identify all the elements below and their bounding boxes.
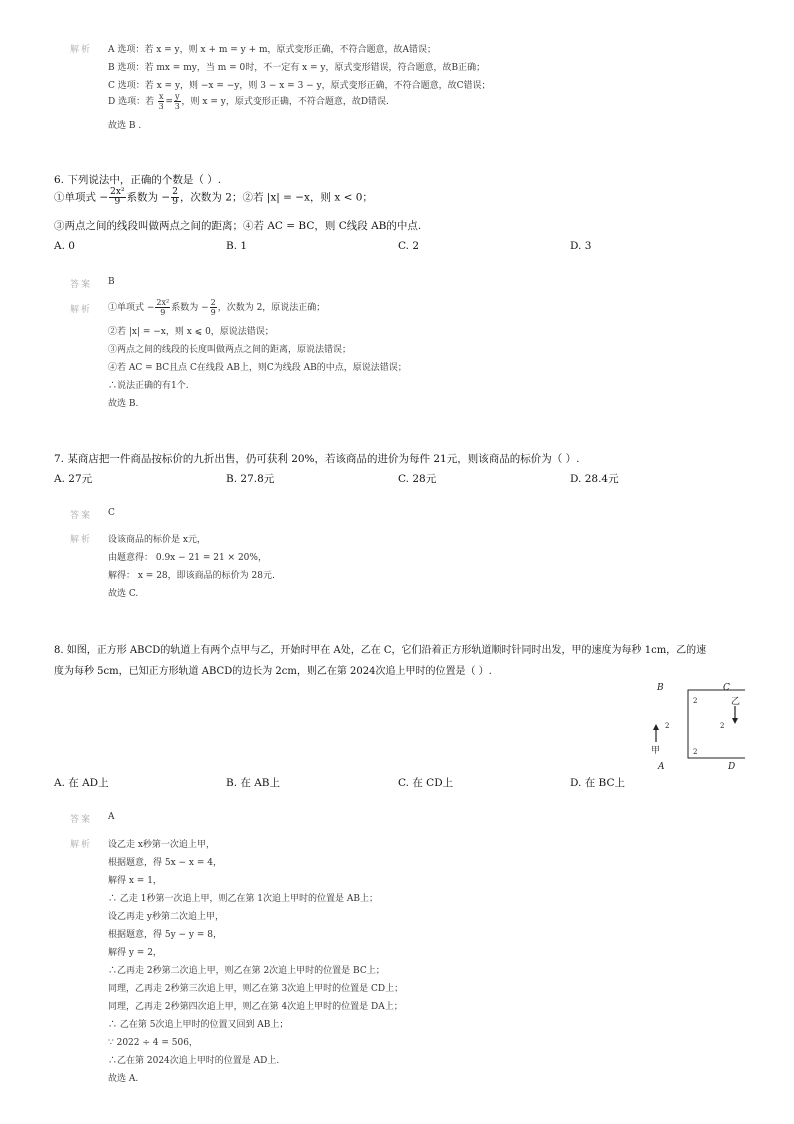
- jia-label: 甲: [651, 746, 661, 756]
- yi-label: 乙: [731, 697, 741, 707]
- q6-sol-line1: ①单项式 − $\frac{\text{2x²}}{9}$ 系数为 − $\frac{2}{9}$ ，次数为 2，原说法正确；: [108, 298, 326, 317]
- q8-sol-line: 同理，乙再走 2秒第四次追上甲，则乙在第 4次追上甲时的位置是 DA上；: [108, 1002, 403, 1012]
- q8-sol-line: 根据题意，得 5x − x = 4，: [108, 858, 222, 868]
- q6-sol-line: ④若 AC = BC且点 C在线段 AB上，则C为线段 AB的中点，原说法错误；: [108, 363, 407, 373]
- q6-stem: 6. 下列说法中，正确的个数是（ ）.: [54, 174, 222, 186]
- vertex-a-label: A: [658, 762, 665, 772]
- q7-sol-line: 设该商品的标价是 x元，: [108, 535, 206, 545]
- side-label-bottom: 2: [693, 748, 698, 756]
- q8-sol-line: 设乙再走 y秒第二次追上甲，: [108, 912, 224, 922]
- q8-option-b: B. 在 AB上: [226, 777, 281, 789]
- q6-sol-line: ∴说法正确的有1个.: [108, 381, 189, 391]
- q5-sol-line: B 选项：若 mx = my，当 m = 0时，不一定有 x = y，原式变形错误，符合题意，故B正确；: [108, 63, 486, 73]
- q8-sol-line: ∵ 2022 ÷ 4 = 506，: [108, 1038, 198, 1048]
- q8-sol-line: 解得 y = 2，: [108, 948, 162, 958]
- analysis-label: 解析: [70, 535, 93, 545]
- analysis-label: 解析: [70, 45, 93, 55]
- q6-option-c: C. 2: [398, 240, 420, 252]
- q6-line1: ①单项式 − $\frac{\text{2x²}}{9}$ 系数为 − $\frac{2}{9}$ ，次数为 2；②若 |x| = −x，则 x < 0；: [54, 187, 373, 207]
- q6-option-b: B. 1: [226, 240, 248, 252]
- q8-option-c: C. 在 CD上: [398, 777, 454, 789]
- q8-sol-line: ∴ 乙在第 5次追上甲时的位置又回到 AB上；: [108, 1020, 289, 1030]
- q5-sol-line-d: D 选项：若 $\frac{x}{3}$ = $\frac{y}{3}$ ，则 x = y，原式变形正确，不符合题意，故D错误.: [108, 92, 389, 111]
- vertex-c-label: C: [723, 683, 730, 693]
- vertex-b-label: B: [657, 683, 664, 693]
- q6-sol-line: ③两点之间的线段的长度叫做两点之间的距离，原说法错误；: [108, 345, 352, 355]
- q8-sol-line: 故选 A.: [108, 1074, 139, 1084]
- q7-option-b: B. 27.8元: [226, 473, 275, 485]
- vertex-d-label: D: [728, 762, 736, 772]
- analysis-label: 解析: [70, 840, 93, 850]
- q8-sol-line: 设乙走 x秒第一次追上甲，: [108, 840, 215, 850]
- analysis-label: 解析: [70, 305, 93, 315]
- q7-sol-line: 解得： x = 28，即该商品的标价为 28元.: [108, 571, 275, 581]
- side-label-top: 2: [693, 697, 698, 705]
- q7-option-a: A. 27元: [54, 473, 93, 485]
- q8-sol-line: ∴乙在第 2024次追上甲时的位置是 AD上.: [108, 1056, 280, 1066]
- q7-option-c: C. 28元: [398, 473, 437, 485]
- q8-stem-line1: 8. 如图，正方形 ABCD的轨道上有两个点甲与乙，开始时甲在 A处，乙在 C，它们沿着正方形轨道顺时针同时出发，甲的速度为每秒 1cm，乙的速: [54, 645, 707, 656]
- q6-option-d: D. 3: [570, 240, 592, 252]
- q8-sol-line: 根据题意，得 5y − y = 8，: [108, 930, 223, 940]
- q5-sol-line: 故选 B .: [108, 121, 142, 131]
- square-track-figure: [645, 680, 745, 772]
- answer-label: 答案: [70, 511, 93, 521]
- q8-stem-line2: 度为每秒 5cm，已知正方形轨道 ABCD的边长为 2cm，则乙在第 2024次追上甲时的位置是（ ）.: [54, 666, 492, 677]
- q8-sol-line: 同理，乙再走 2秒第三次追上甲，则乙在第 3次追上甲时的位置是 CD上；: [108, 984, 404, 994]
- q8-option-a: A. 在 AD上: [54, 777, 109, 789]
- q8-answer: A: [108, 812, 115, 822]
- q7-sol-line: 由题意得： 0.9x − 21 = 21 × 20%，: [108, 553, 267, 563]
- q8-option-d: D. 在 BC上: [570, 777, 626, 789]
- q6-sol-line: 故选 B.: [108, 399, 139, 409]
- q7-sol-line: 故选 C.: [108, 589, 139, 599]
- q6-answer: B: [108, 277, 115, 287]
- q8-sol-line: ∴ 乙走 1秒第一次追上甲，则乙在第 1次追上甲时的位置是 AB上；: [108, 894, 379, 904]
- q6-line2: ③两点之间的线段叫做两点之间的距离；④若 AC = BC，则 C线段 AB的中点.: [54, 220, 422, 232]
- q7-stem: 7. 某商店把一件商品按标价的九折出售，仍可获利 20%，若该商品的进价为每件 21元，则该商品的标价为（ ）.: [54, 453, 580, 465]
- q5-sol-line: C 选项：若 x = y，则 −x = −y，则 3 − x = 3 − y，原式变形正确，不符合题意，故C错误；: [108, 81, 491, 91]
- side-label-right: 2: [720, 722, 725, 730]
- answer-label: 答案: [70, 280, 93, 290]
- q7-option-d: D. 28.4元: [570, 473, 619, 485]
- q8-sol-line: 解得 x = 1，: [108, 876, 162, 886]
- q8-sol-line: ∴乙再走 2秒第二次追上甲，则乙在第 2次追上甲时的位置是 BC上；: [108, 966, 385, 976]
- answer-label: 答案: [70, 815, 93, 825]
- side-label-left: 2: [665, 722, 670, 730]
- q7-answer: C: [108, 508, 115, 518]
- q6-sol-line: ②若 |x| = −x，则 x ⩽ 0，原说法错误；: [108, 327, 274, 337]
- q6-option-a: A. 0: [54, 240, 75, 252]
- q5-sol-line: A 选项：若 x = y，则 x + m = y + m，原式变形正确，不符合题意，故A错误；: [108, 45, 437, 55]
